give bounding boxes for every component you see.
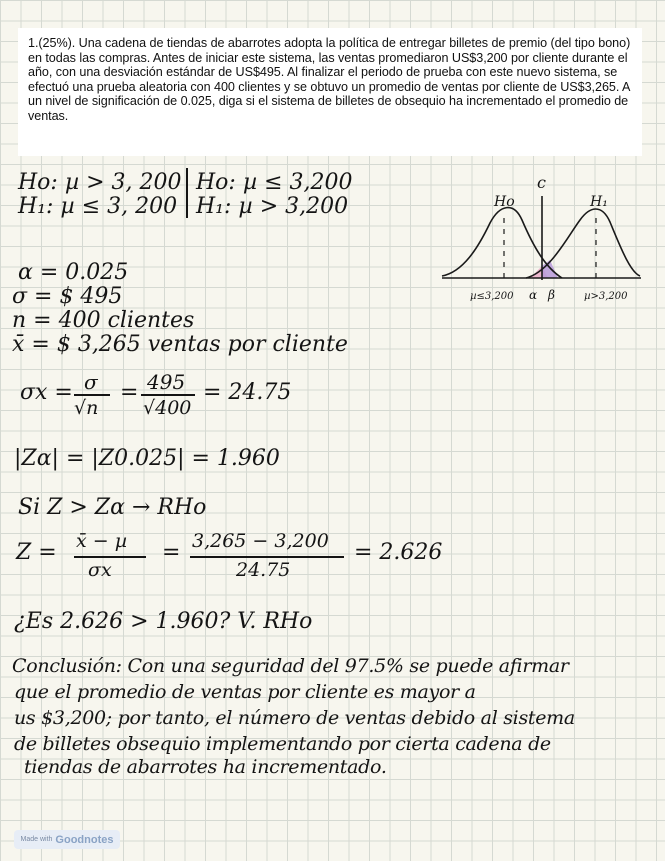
hypotheses-divider — [186, 168, 188, 218]
c-label: c — [537, 173, 546, 192]
z-lhs: Z = — [16, 540, 57, 565]
h0-curve-label: Ho — [494, 194, 515, 210]
z-den1: σx — [88, 559, 112, 581]
problem-box — [18, 28, 642, 156]
z-fraction-bar-1 — [74, 556, 146, 558]
distribution-graph — [438, 168, 643, 308]
std-error-lhs: σx = — [20, 380, 73, 405]
z-result: = 2.626 — [354, 540, 443, 565]
z-eq: = — [162, 540, 181, 565]
conclusion-line-1: Conclusión: Con una seguridad del 97.5% se puede afirmar — [12, 655, 569, 677]
h0-right: Ho: µ ≤ 3,200 — [196, 170, 353, 195]
n-given: n = 400 clientes — [12, 308, 195, 333]
std-error-fraction-bar-1 — [74, 394, 110, 396]
h1-curve — [526, 209, 640, 278]
std-error-num2: 495 — [147, 370, 186, 394]
std-error-den2: √400 — [143, 397, 192, 419]
h1-right: H₁: µ > 3,200 — [196, 194, 349, 219]
h1-left: H₁: µ ≤ 3, 200 — [18, 194, 178, 219]
std-error-result: = 24.75 — [203, 380, 292, 405]
conclusion-line-2: que el promedio de ventas por cliente es mayor a — [14, 681, 476, 703]
xbar-given: x̄ = $ 3,265 ventas por cliente — [12, 332, 348, 357]
conclusion-line-3: us $3,200; por tanto, el número de ventas debido al sistema — [14, 707, 575, 729]
goodnotes-brand: Goodnotes — [55, 833, 114, 846]
beta-axis-label: β — [548, 288, 555, 302]
std-error-eq: = — [120, 380, 139, 405]
problem-text: 1.(25%). Una cadena de tiendas de abarrotes adopta la política de entregar billetes de premio (del tipo bono) en todas las compras. Antes de iniciar este sistema, las ventas promediaron US$3,200 por cliente durante el año, con una desviación estándar de US$495. Al finalizar el periodo de prueba con este nuevo sistema, se efectuó una prueba aleatoria con 400 clientes y se obtuvo un promedio de ventas por cliente de US$3,265. A un nivel de significación de 0.025, diga si el sistema de billetes de obsequio ha incrementado el promedio de ventas. — [28, 36, 631, 123]
left-axis-label: µ≤3,200 — [470, 291, 514, 302]
std-error-den1: √n — [74, 397, 99, 419]
z-den2: 24.75 — [236, 559, 291, 581]
std-error-num1: σ — [84, 370, 98, 394]
alpha-given: α = 0.025 — [18, 260, 129, 285]
conclusion-line-5: tiendas de abarrotes ha incrementado. — [24, 756, 387, 778]
right-axis-label: µ>3,200 — [584, 291, 628, 302]
goodnotes-badge — [14, 830, 120, 849]
z-num2: 3,265 − 3,200 — [192, 530, 329, 552]
comparison-question: ¿Es 2.626 > 1.960? V. RHo — [14, 609, 313, 634]
conclusion-line-4: de billetes obsequio implementando por cierta cadena de — [14, 733, 551, 755]
decision-rule: Si Z > Zα → RHo — [18, 495, 207, 520]
alpha-axis-label: α — [529, 288, 538, 302]
critical-value: |Zα| = |Z0.025| = 1.960 — [14, 446, 280, 471]
std-error-fraction-bar-2 — [141, 394, 195, 396]
h1-curve-label: H₁ — [590, 194, 608, 210]
sigma-given: σ = $ 495 — [12, 284, 123, 309]
z-num1: x̄ − µ — [76, 530, 128, 552]
z-fraction-bar-2 — [190, 556, 344, 558]
made-with-text: Made with — [20, 836, 53, 843]
h0-left: Ho: µ > 3, 200 — [18, 170, 182, 195]
